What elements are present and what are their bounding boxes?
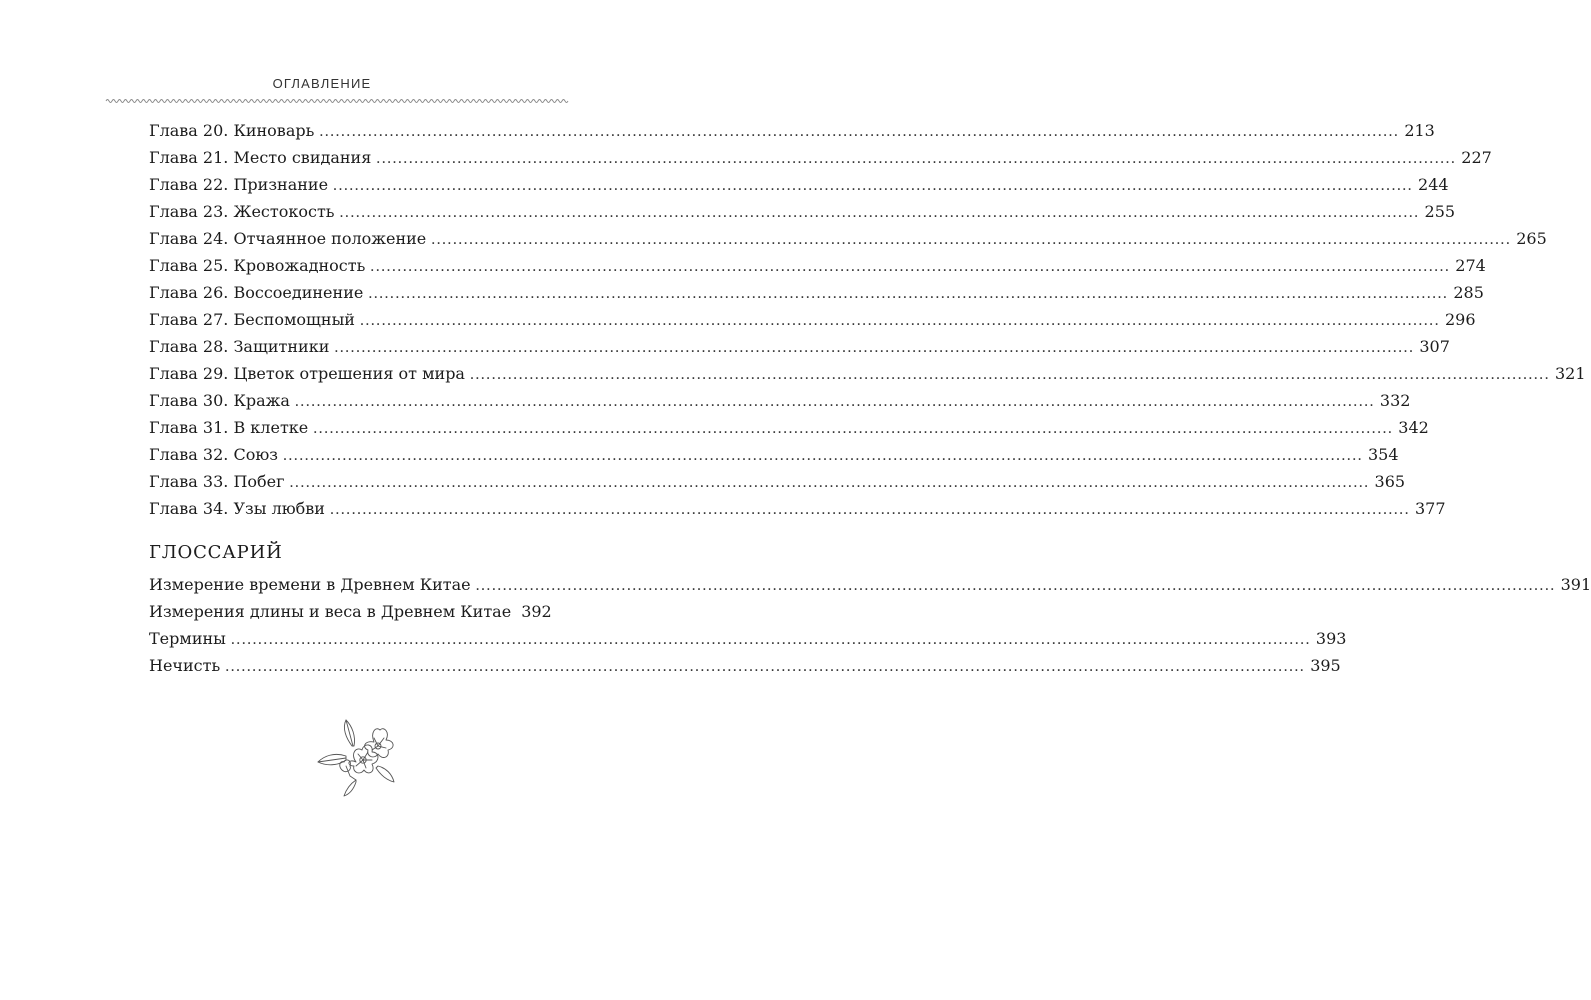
dot-leader: ........................................................................................................................................................................................................ bbox=[333, 177, 1414, 194]
toc-entry[interactable] bbox=[149, 310, 1476, 337]
toc-entry[interactable] bbox=[149, 229, 1547, 256]
toc-entry[interactable] bbox=[149, 445, 1399, 472]
entry-title: Глава 29. Цветок отрешения от мира bbox=[149, 364, 465, 383]
entry-page: 274 bbox=[1455, 256, 1486, 275]
dot-leader: ........................................................................................................................................................................................................ bbox=[475, 577, 1556, 594]
dot-leader: ........................................................................................................................................................................................................ bbox=[370, 258, 1451, 275]
glossary-list bbox=[149, 575, 1591, 683]
toc-entry[interactable] bbox=[149, 337, 1450, 364]
toc-entry[interactable] bbox=[149, 121, 1435, 148]
entry-title: Глава 21. Место свидания bbox=[149, 148, 372, 167]
dot-leader: ........................................................................................................................................................................................................ bbox=[289, 474, 1370, 491]
entry-page: 354 bbox=[1368, 445, 1399, 464]
toc-entry[interactable] bbox=[149, 256, 1486, 283]
entry-page: 393 bbox=[1315, 629, 1347, 648]
toc-entry[interactable] bbox=[149, 418, 1429, 445]
entry-title: Измерение времени в Древнем Китае bbox=[149, 575, 471, 594]
toc-entry[interactable] bbox=[149, 629, 1347, 656]
glossary-heading: ГЛОССАРИЙ bbox=[149, 542, 283, 563]
entry-title: Глава 24. Отчаянное положение bbox=[149, 229, 427, 248]
entry-page: 213 bbox=[1404, 121, 1435, 140]
toc-entry[interactable] bbox=[149, 202, 1456, 229]
dot-leader: ........................................................................................................................................................................................................ bbox=[225, 658, 1306, 675]
entry-title: Термины bbox=[149, 629, 226, 648]
dot-leader: ........................................................................................................................................................................................................ bbox=[329, 501, 1410, 518]
dot-leader: ........................................................................................................................................................................................................ bbox=[431, 231, 1512, 248]
dot-leader: ........................................................................................................................................................................................................ bbox=[319, 123, 1400, 140]
entry-page: 296 bbox=[1444, 310, 1476, 329]
toc-entry[interactable] bbox=[149, 283, 1484, 310]
entry-page: 365 bbox=[1374, 472, 1406, 491]
entry-page: 391 bbox=[1560, 575, 1591, 594]
toc-entry[interactable] bbox=[149, 602, 552, 629]
entry-page: 377 bbox=[1414, 499, 1446, 518]
toc-entry[interactable] bbox=[149, 364, 1586, 391]
entry-page: 321 bbox=[1554, 364, 1586, 383]
dot-leader: ........................................................................................................................................................................................................ bbox=[334, 339, 1415, 356]
dot-leader: ........................................................................................................................................................................................................ bbox=[376, 150, 1457, 167]
entry-title: Глава 23. Жестокость bbox=[149, 202, 335, 221]
entry-title: Глава 32. Союз bbox=[149, 445, 278, 464]
toc-entry[interactable] bbox=[149, 575, 1591, 602]
entry-title: Нечисть bbox=[149, 656, 221, 675]
entry-title: Измерения длины и веса в Древнем Китае bbox=[149, 602, 512, 621]
dot-leader: ........................................................................................................................................................................................................ bbox=[359, 312, 1440, 329]
flower-icon bbox=[316, 716, 398, 798]
dot-leader: ........................................................................................................................................................................................................ bbox=[230, 631, 1311, 648]
entry-page: 285 bbox=[1453, 283, 1484, 302]
entry-page: 342 bbox=[1398, 418, 1429, 437]
entry-title: Глава 30. Кража bbox=[149, 391, 290, 410]
entry-page: 395 bbox=[1310, 656, 1341, 675]
running-header: ОГЛАВЛЕНИЕ bbox=[272, 76, 372, 91]
chapter-list bbox=[149, 121, 1586, 526]
dot-leader: ........................................................................................................................................................................................................ bbox=[368, 285, 1449, 302]
entry-page: 392 bbox=[521, 602, 552, 621]
entry-title: Глава 27. Беспомощный bbox=[149, 310, 355, 329]
toc-entry[interactable] bbox=[149, 391, 1411, 418]
entry-title: Глава 20. Киноварь bbox=[149, 121, 315, 140]
dot-leader: ........................................................................................................................................................................................................ bbox=[469, 366, 1550, 383]
wavy-divider bbox=[106, 96, 568, 106]
entry-title: Глава 33. Побег bbox=[149, 472, 285, 491]
dot-leader: ........................................................................................................................................................................................................ bbox=[283, 447, 1363, 464]
entry-page: 332 bbox=[1379, 391, 1411, 410]
toc-entry[interactable] bbox=[149, 499, 1446, 526]
toc-entry[interactable] bbox=[149, 175, 1449, 202]
toc-entry[interactable] bbox=[149, 148, 1492, 175]
dot-leader: ........................................................................................................................................................................................................ bbox=[339, 204, 1420, 221]
entry-title: Глава 26. Воссоединение bbox=[149, 283, 364, 302]
dot-leader: ........................................................................................................................................................................................................ bbox=[294, 393, 1375, 410]
entry-title: Глава 31. В клетке bbox=[149, 418, 309, 437]
entry-title: Глава 34. Узы любви bbox=[149, 499, 325, 518]
entry-title: Глава 22. Признание bbox=[149, 175, 329, 194]
toc-entry[interactable] bbox=[149, 472, 1406, 499]
entry-page: 255 bbox=[1424, 202, 1456, 221]
toc-entry[interactable] bbox=[149, 656, 1341, 683]
entry-title: Глава 25. Кровожадность bbox=[149, 256, 366, 275]
entry-page: 265 bbox=[1516, 229, 1547, 248]
entry-page: 244 bbox=[1418, 175, 1449, 194]
entry-title: Глава 28. Защитники bbox=[149, 337, 330, 356]
entry-page: 307 bbox=[1419, 337, 1450, 356]
entry-page: 227 bbox=[1461, 148, 1492, 167]
dot-leader: ........................................................................................................................................................................................................ bbox=[313, 420, 1394, 437]
